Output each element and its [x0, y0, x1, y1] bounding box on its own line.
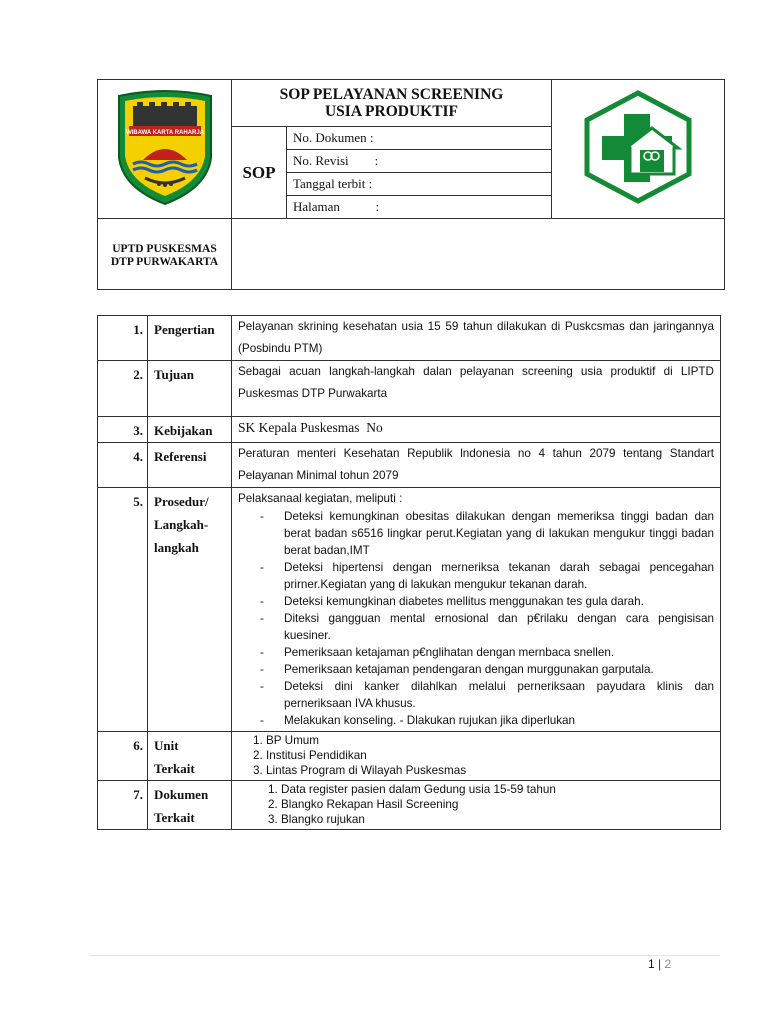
list-item: 2. Institusi Pendidikan — [266, 748, 714, 763]
title-line-1: SOP PELAYANAN SCREENING — [279, 86, 504, 103]
list-item: - Melakukan konseling. - Dlakukan rujukan jika diperlukan — [284, 712, 714, 729]
section-pengertian — [98, 316, 721, 361]
section-number: 6. — [98, 732, 148, 781]
field-halaman: Halaman : — [287, 196, 552, 219]
org-line-2: DTP PURWAKARTA — [110, 256, 219, 268]
list-item: 3. Blangko rujukan — [281, 812, 714, 827]
page-next: 2 — [664, 957, 672, 971]
section-tujuan — [98, 361, 721, 417]
sop-content-table — [97, 315, 721, 830]
document-title — [232, 80, 552, 127]
section-label — [148, 781, 232, 830]
list-item: 3. Lintas Program di Wilayah Puskesmas — [266, 763, 714, 778]
section-number: 5. — [98, 488, 148, 732]
section-label: Tujuan — [148, 361, 232, 417]
page-separator: | — [658, 957, 662, 971]
section-text: Peraturan menteri Kesehatan Republik lndonesia no 4 tahun 2079 tentang Standart Pelayanan Minimal tohun 2079 — [232, 443, 721, 488]
list-item: 1. BP Umum — [266, 733, 714, 748]
section-number: 1. — [98, 316, 148, 361]
section-unit-terkait — [98, 732, 721, 781]
section-label: Referensi — [148, 443, 232, 488]
org-line-1: UPTD PUSKESMAS — [112, 243, 217, 255]
section-body — [232, 732, 721, 781]
page-number — [648, 957, 671, 971]
label-line: Langkah- — [154, 517, 209, 532]
purwakarta-emblem-icon — [115, 88, 215, 206]
section-referensi — [98, 443, 721, 488]
section-text: SK Kepala Puskesmas No — [232, 417, 721, 443]
list-item: 1. Data register pasien dalam Gedung usia 15-59 tahun — [281, 782, 714, 797]
list-item: 2. Blangko Rekapan Hasil Screening — [281, 797, 714, 812]
section-kebijakan — [98, 417, 721, 443]
puskesmas-logo-icon — [578, 90, 698, 204]
section-number: 2. — [98, 361, 148, 417]
field-no-revisi: No. Revisi : — [287, 150, 552, 173]
list-item: - Pemeriksaan ketajaman p€nglihatan dengan mernbaca snellen. — [284, 644, 714, 661]
procedure-intro: Pelaksanaal kegiatan, meliputi : — [238, 492, 403, 505]
list-item: - Deteksi kemungkinan obesitas dilakukan dengan memeriksa tinggi badan dan berat badan s6516 lingkar perut.Kegiatan yang di lakukan mengukur tinggi badan berat badan,IMT — [284, 508, 714, 559]
section-number: 3. — [98, 417, 148, 443]
section-body — [232, 488, 721, 732]
emblem-motto: WIBAWA KARTA RAHARJA — [125, 129, 204, 136]
label-line: langkah — [154, 540, 199, 555]
page-current: 1 — [648, 957, 655, 971]
list-item: - Pemeriksaan ketajaman pendengaran dengan murggunakan garputala. — [284, 661, 714, 678]
label-line: Dokumen — [154, 787, 209, 802]
field-no-dokumen: No. Dokumen : — [287, 127, 552, 150]
section-label: Kebijakan — [148, 417, 232, 443]
unit-list — [232, 733, 714, 778]
label-line: Terkait — [154, 810, 195, 825]
section-body — [232, 781, 721, 830]
list-item: - Deteksi kemungkinan diabetes mellitus menggunakan tes gula darah. — [284, 593, 714, 610]
section-dokumen-terkait — [98, 781, 721, 830]
section-label — [148, 488, 232, 732]
organization-name — [98, 219, 232, 290]
section-number: 7. — [98, 781, 148, 830]
left-logo-cell — [98, 80, 232, 219]
section-label — [148, 732, 232, 781]
section-label: Pengertian — [148, 316, 232, 361]
footer-divider — [90, 955, 720, 956]
document-list — [232, 782, 714, 827]
label-line: Terkait — [154, 761, 195, 776]
label-line: Prosedur/ — [154, 494, 209, 509]
label-line: Unit — [154, 738, 179, 753]
procedure-list — [238, 508, 714, 729]
section-prosedur — [98, 488, 721, 732]
section-text: Sebagai acuan langkah-langkah dalan pelayanan screening usia produktif di LIPTD Puskesmas DTP Purwakarta — [232, 361, 721, 417]
header-table — [97, 79, 725, 290]
field-tanggal-terbit: Tanggal terbit : — [287, 173, 552, 196]
right-logo-cell — [552, 80, 725, 219]
sop-label: SOP — [232, 127, 287, 219]
list-item: - Deteksi hipertensi dengan merneriksa tekanan darah sebagai pencegahan prirner.Kegiatan yang di lakukan mengukur tekanan darah. — [284, 559, 714, 593]
list-item: - Diteksi gangguan mental ernosional dan p€rilaku dengan cara pengisisan kuesiner. — [284, 610, 714, 644]
list-item: - Deteksi dini kanker dilahlkan melalui perneriksaan payudara klinis dan perneriksaan IVA khusus. — [284, 678, 714, 712]
section-number: 4. — [98, 443, 148, 488]
title-line-2: USIA PRODUKTIF — [324, 103, 459, 120]
section-text: Pelayanan skrining kesehatan usia 15 59 tahun dilakukan di Puskcsmas dan jaringannya (Posbindu PTM) — [232, 316, 721, 361]
org-empty-cell — [232, 219, 725, 290]
